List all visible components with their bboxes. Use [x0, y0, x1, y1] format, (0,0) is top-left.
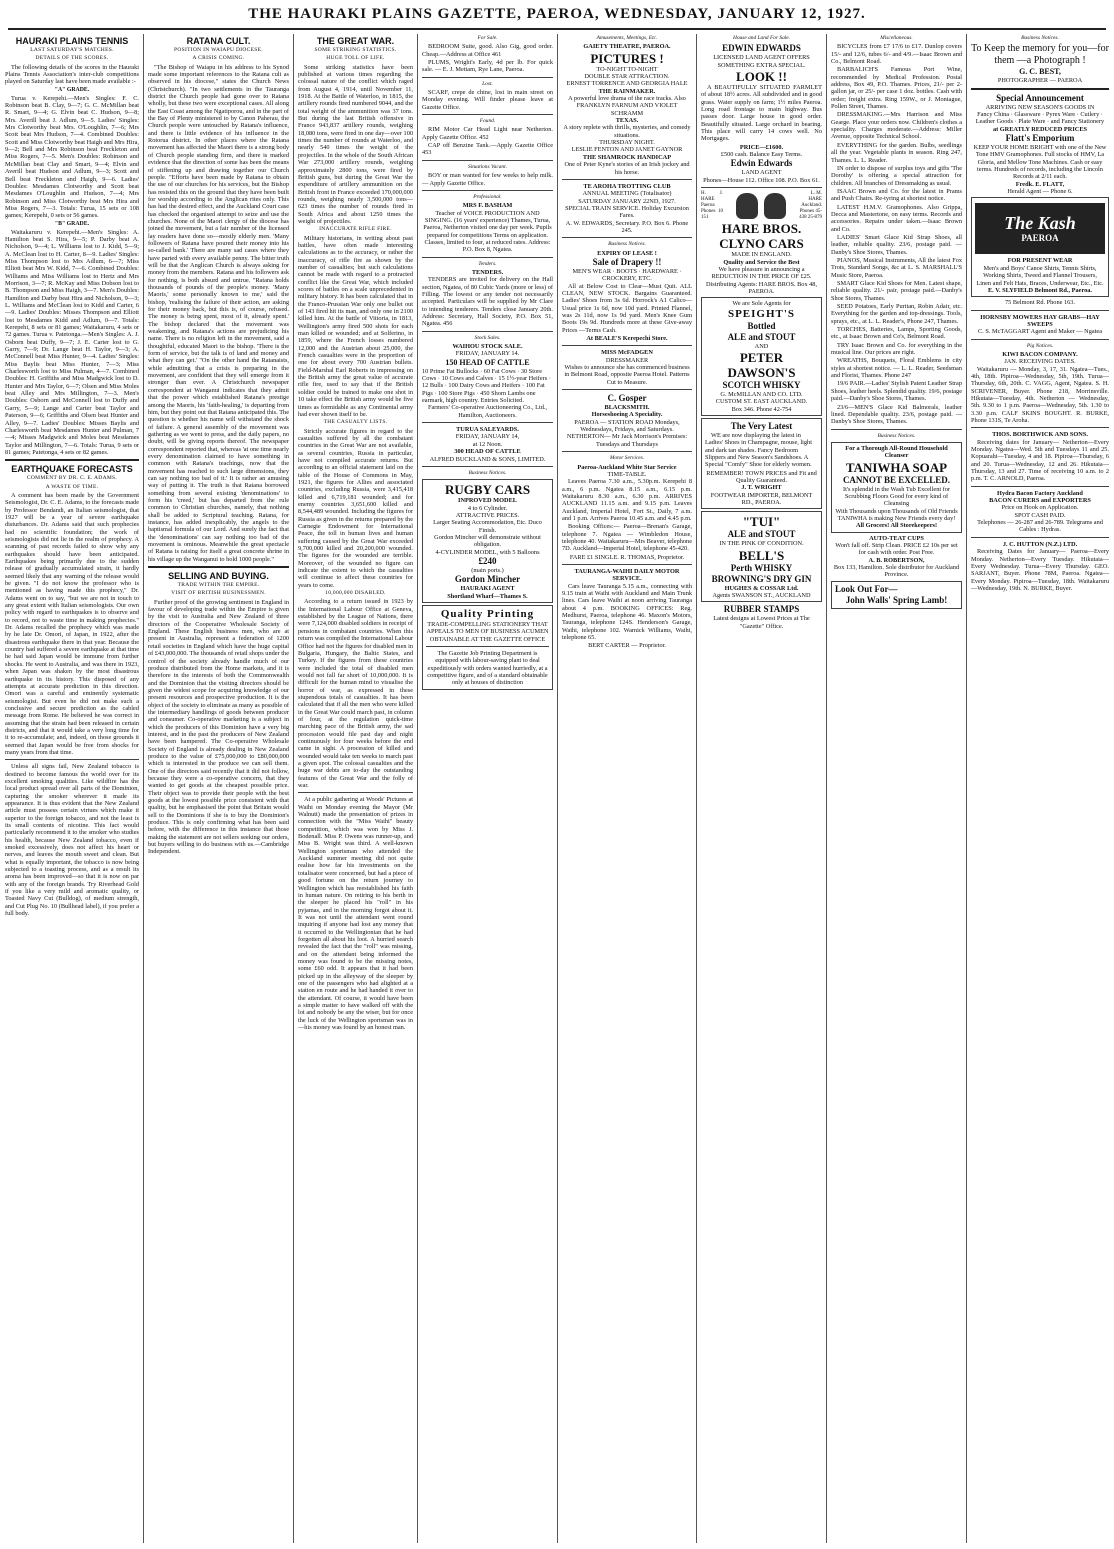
- section-label: House and Land For Sale.: [732, 35, 791, 41]
- section-label: Motor Services.: [609, 455, 645, 462]
- divider: [422, 160, 553, 161]
- ad-heading: HUGHES & COSSAR Ltd.: [724, 584, 799, 592]
- ad-heading: TAURANGA-WAIHI DAILY MOTOR SERVICE.: [574, 567, 680, 583]
- ad-text: CUSTOM ST. EAST AUCKLAND.: [715, 398, 808, 406]
- section-label: For Sale.: [477, 35, 498, 41]
- divider: [422, 257, 553, 258]
- ad-text: FRIDAY, JANUARY 14,: [455, 433, 520, 441]
- ad-heading: 300 HEAD OF CATTLE: [454, 448, 521, 456]
- column-rule: [557, 34, 558, 1543]
- ad-heading: Hydra Bacon Factory Auckland: [997, 489, 1083, 497]
- divider: [422, 422, 553, 423]
- ad-text: DOUBLE STAR ATTRACTION.: [584, 73, 670, 81]
- headline: SELLING AND BUYING.: [168, 571, 269, 582]
- divider: [971, 537, 1109, 538]
- ad-heading: RUGBY CARS: [444, 482, 531, 498]
- article-text: Further proof of the growing sentiment in England in favour of developing trade within the Empire is given by the visit to Australia and New Zealand of three directors of the Cooperative Wholesale Society of England. These English business men, who are at present in Australia, represent a federation of 1200 retail societies in England which have the huge capital of £43,000,000. The thousands of retail shops under the control of the society already handle much of our produce distributed from the Home markets, and it is therefore in the interests of both the Commonwealth and the Dominion that the visiting directors should be given the widest scope for acquiring knowledge of our present resources and prospective production. It is the object of the society to eliminate as many as possible of the intermediary handlings of goods between producer and consumer. Co-operative marketing is a subject in which the producers of this Dominion have a very big interest, and in the past the producers of New Zealand have been hampered. The Co-operative Wholesale Society of England is already dealing in New Zealand produce to the value of £75,000,000 to £80,000,000 which is interested in the produce we can sell them. One of the directors said recently that it did not follow, because they were a co-operative concern, that they wanted to get goods at the cheapest possible price. Their object was to provide their people with the best goods at the lowest possible price consistent with that quality, but he emphasised the point that Britain would sell to the Dominions if she is to buy the Dominion's produce. This is only confirming what has been said before, with the difference in this instance that those making the statement are not sellers seeking our orders, but buyers willing to do business with us.—Cambridge Independent.: [148, 598, 289, 856]
- hare-logo-row: [701, 191, 822, 221]
- subhead: VISIT OF BRITISH BUSINESSMEN.: [171, 590, 266, 597]
- column-ratana: [148, 34, 289, 1543]
- ad-text: Receiving dates for January— Netherton—Every Monday. Ngatea—Wed. 5th and Tuesdays 11 and 25. Kopuarahi—Tuesday, 4 and 18. Pipiroa—Thursday, 6 and 20. Turua—Wednesday, 12 and 26. Hikutaia—Thursday, 13 and 27. Time of receiving 10 a.m. to 2 p.m. T. C. ARNOLD, Paeroa.: [971, 438, 1109, 483]
- article-text: Military historians, in writing about past battles, have often made interesting calculations as to the accuracy, or rather the inaccuracy, of rifle fire as shown by the number of casualties; but such calculations cannot be made with regard to a protracted conflict like the Great War, which included scores of battles on a scale unprecedented in military history. It has been calculated that in the Franco-Prussian War only one bullet out of 143 fired hit its man, and only one in 2100 killed him. At the battle of Vittoria, in 1813, Wellington's army fired 500 shots for each man killed or wounded; and at Solferino, in 1859, where the French losses numbered 12,000 and the Austrian about 25,000, the French casualties were in the proportion of one for about every 700 Austrian bullets. Field-Marshal Earl Roberts in impressing on the British army the great value of accurate rifle fire, used to say that if the British soldier could be trained to make one shot in 10 take effect the British army would be five times as formidable as any Continental army had ever shown itself to be.: [298, 234, 413, 418]
- article-text: Turua v. Kerepehi.—Men's Singles: F. C. Robinson beat B. Clay, 9—7; G. C. McMillan beat R. Smart, 9—4; G. Elvin beat C. Hudson, 9—8; Mrs. Averill beat J. Adlum, 9—5. Ladies' Singles: Mrs Clotworthy beat Mrs. O'Loughlin, 7—6; Mrs Scott beat Mrs Hudson, 7—4. Combined Doubles: Scott and Miss Clotworthy beat Haigh and Mrs Hira, 9—2; Bell and Mrs Robinson beat Freckleton and Miss Rogers, 7—5. Men's Doubles: Robinson and McMillan beat Clay and Smart, 9—4; Elvin and Averill beat Hudson and Adlum, 9—3; Scott and Bell beat Freckleton and Haigh, 9—6. Ladies' Doubles: Mesdames Clotworthy and Scott beat Mesdames O'Loughlin and Hudson, 7—4; Mrs Robinson and Miss Clotworthy beat Mrs Hira and Miss Rogers, 7—3. Totals: Turua, 15 sets or 108 games; Kerepehi, 0 sets or 56 games.: [5, 94, 139, 220]
- ad-text: ERNEST TORRENCE AND GEORGIA HALE: [566, 80, 688, 88]
- ad-text: A story replete with thrills, mysteries, and comedy situations.: [563, 124, 691, 139]
- ad-heading: A. B. ROBERTSON,: [868, 556, 925, 564]
- classified-ad: TRY Isaac Brown and Co. for everything in the musical line. Our prices are right.: [831, 341, 962, 357]
- ad-heading: Edwin Edwards: [730, 158, 793, 169]
- ad-text: FRIDAY, JANUARY 14.: [455, 350, 520, 358]
- ad-heading: SPEIGHT'S: [727, 307, 796, 320]
- ad-text: BERT CARTER — Proprietor.: [588, 642, 666, 650]
- section-label: Business Notices.: [468, 469, 507, 476]
- classified-ad: TORCHES, Batteries, Lamps, Sporting Goods, etc., at Isaac Brown and Co's, Belmont Road.: [831, 326, 962, 341]
- section-label: Professional.: [473, 193, 502, 200]
- column-rule: [696, 34, 697, 1543]
- ad-price: PRICE—£1600.: [739, 143, 784, 151]
- ad-text: 10 Prime Fat Bullocks · 60 Fat Cows · 30 Store Cows · 10 Cows and Calves · 15 1½-year Heifers · 12 Bulls · 100 Dairy Cows and Heifers · 100 Fat Pigs · 100 Store Pigs · 450 Shorn Lambs one earmark, high country. Entries Solicited.: [422, 367, 551, 405]
- ad-heading: TENDERS.: [471, 268, 504, 276]
- article-text: Waitakaruru v. Kerepehi.—Men's Singles: A. Hamilton beat S. Hira, 9—5; P. Darby beat A. Nicholson, 9—4; L. Williams lost to J. Kidd, 5—9; A. McClean lost to H. Carter, 8—9. Ladies' Singles: Miss Thompson lost to Mrs Adlum, 6—7; Miss Elliott beat Mrs W. Kidd, 7—6. Combined Doubles: Williams and Miss Williams lost to Hertz and Mrs Morrison, 3—7; R. McKay and Miss Dobson lost to B. Thompson and Miss Haigh, 3—7. Men's Doubles: Hamilton and Darby beat Hira and Nicholson, 9—3; L. Williams and McClean lost to Kidd and Carter, 6—9. Ladies' Doubles: Misses Thompson and Elliott lost to Mesdames Kidd and Adlum, 0—7. Totals: Kerepehi, 8 sets or 81 games; Waitakaruru, 4 sets or 72 games. Turua v. Patetonga.—Men's Singles: A. J. Osborn beat Duffy, 9—7; J. E. Carter lost to G. Garry, 7—9; Dr. Lange beat H. Taylor, 9—3; A. McConnell beat Miss Hunter, 9—4. Ladies' Singles: Miss Baylis beat Miss Hunter, 7—3; Miss Charlesworth lost to Miss Pulman, 4—7. Combined Doubles: H. Griffiths and Miss Madgwick lost to D. Hunter and Mrs Taylor, 6—7; Olsen and Miss Moles beat Alley and Mrs Millington, 7—3. Men's Doubles: Osborn and McConnell lost to Duffy and Garry, 5—9; Lange and Carter beat Taylor and Paterson, 9—6; Griffiths and Olsen beat Hunter and Alley, 9—7. Ladies' Doubles: Misses Baylis and Charlesworth beat Mesdames Hunter and Pulman, 7—4; Misses Madgwick and Moles beat Mesdames Taylor and Millington, 7—6. Totals: Turua, 9 sets or 81 games; Patetonga, 4 sets or 82 games.: [5, 228, 139, 456]
- headline: EARTHQUAKE FORECASTS: [11, 464, 133, 475]
- column-tennis: [5, 34, 139, 1543]
- ad-heading: THE RAINMAKER.: [598, 87, 656, 95]
- divider: [298, 792, 413, 793]
- ad-heading: At BEALE'S Kerepechi Store.: [586, 335, 668, 343]
- ad-heading: MISS McFADGEN: [601, 349, 653, 357]
- section-label: Miscellaneous.: [880, 35, 913, 41]
- classified-ad: PLUMS, Wright's Early, 4d per lb. For quick sale. — E. J. Mettam, Rye Lane, Paeroa.: [422, 59, 553, 74]
- ad-heading: Look Out For—: [835, 583, 898, 594]
- column-amusements: [562, 34, 692, 1543]
- column-rule: [826, 34, 827, 1543]
- ad-text: HAURAKI AGENT: [460, 585, 515, 593]
- section-label: Stock Sales.: [474, 334, 501, 341]
- section-label: Situations Vacant.: [468, 163, 507, 170]
- article-text: Unless all signs fail, New Zealand tobacco is destined to become famous the world over for its excellent smoking qualities. Like wildfire has the local product spread over all parts of the Dominion, capturing the smoker wherever it made its appearance. It is thus evident that the New Zealand article must possess certain virtues which make it superior to the foreign tobacco, and not the least is its small contents of nicotine. This fact would particularly recommend it to the smoker who studies his health, because New Zealand tobacco, even if smoked excessively, does not affect his heart or nerves, and leaves the mouth sweet and clean. But what is equally important, the tobacco is now being subjected to a toasting process, and as a result its aroma has been improved—so that it is now on par with any of the foreign brands. Try Riverhead Gold if you like a very mild and aromatic quality, or Toasted Navy Cut (Bulldog), of medium strength, and Cut Plug No. 10 (Bullhead label), if you prefer a full body.: [5, 763, 139, 918]
- ad-heading: EXPIRY OF LEASE !: [597, 249, 657, 257]
- divider: [971, 486, 1109, 487]
- masthead: THE HAURAKI PLAINS GAZETTE, PAEROA, WEDNESDAY, JANUARY 12, 1927.: [248, 6, 866, 22]
- ad-text: Receiving Dates for January— Paeroa—Every Monday. Netherton—Every Tuesday. Hikutaia—Every Wednesday. Turua—Every Thursday. GEO. SARJANT, Buyer. Phone 78M, Paeroa. Ngatea—Every Monday. Pipiroa—Tuesday, 18th. Waitakaruru—Wednesday, 19th. N. BURKE, Buyer.: [971, 548, 1109, 592]
- article-text: Some striking statistics have been published at various times regarding the colossal nature of the conflict which raged from August 4, 1914, until November 11, 1918. At the Battle of Waterloo, in 1815, the artillery rounds fired numbered 9044, and the total weight of the ammunition was 37 tons. But during the last British offensive in France 943,837 artillery rounds, weighing 18,080 tons, were fired in one day—over 100 times the number of rounds at Waterloo, and nearly 540 times the weight of the projectiles. In the whole of the South African War 273,000 artillery rounds, weighing approximately 2800 tons, were fired by British guns, but during the Great War the expenditure of artillery ammunition on the British front in France exceeded 170,000,000 rounds, weighing nearly 3,500,000 tons—623 times the number of rounds fired in South Africa and about 1250 times the weight of projectiles.: [298, 63, 413, 225]
- ad-text: Telephones — 26-287 and 26-789. Telegrams and Cables : Hydras.: [977, 519, 1103, 534]
- ad-heading: LOOK !!: [736, 69, 787, 85]
- classified-ad: DRESSMAKING.—Mrs Harrison and Miss Gearge. Place your orders now. Children's clothes a speciality. Charges moderate.—Address: Miller Avenue, opposite Technical School.: [831, 111, 962, 141]
- article-text: Strictly accurate figures in regard to the casualties suffered by all the combatant countries in the Great War are not available, as several countries, Russia in particular, have not compiled accurate returns. But according to an official statement laid on the table of the House of Commons in May, 1921, the figures for Allies and associated countries, excluding Russia, were 3,415,418 killed and 6,719,181 wounded; and for enemy countries 3,651,600 killed and 8,544,489 wounded. Including the figures for Russia as given in the returns prepared by the Carnegie Endowment for International Peace, the toll in human lives and human suffering caused by the Great War exceeded 9,700,000 killed and 20,200,000 wounded. The figures for the wounded are terrible. Moreover, of the wounded no figure can indicate the extent to which the casualties will continue to affect these countries for years to come.: [298, 427, 413, 589]
- ad-heading: 150 HEAD OF CATTLE: [445, 357, 530, 367]
- rabbits-icon: [736, 193, 786, 219]
- classified-ad: SMART Glace Kid Shoes for Men. Latest shape, reliable quality. 21/- pair, postage paid.—Danby's Shoe Stores, Thames.: [831, 280, 962, 302]
- ad-text: at GREATLY REDUCED PRICES: [992, 125, 1088, 133]
- ad-heading: ALE and STOUT: [727, 529, 796, 540]
- ad-text: Herald Agent — Phone 6.: [1007, 188, 1073, 196]
- ad-text: INPROVED MODEL: [458, 497, 517, 505]
- ad-text: All at Below Cost to Clear—Must Quit. ALL CLEAN, NEW STOCK. Bargains Guaranteed. Ladies' Shoes from 3s 6d. Horrock's A1 Calico—Usual price 1s 6d, now 10d yard. Printed Flannel, was 2s 11d, now 1s 9d yard. Men's Knee Gum Boots 19s 9d. Hundreds more at these Give-away Prices —Terms Cash.: [562, 282, 692, 334]
- column-business-notices: [971, 34, 1109, 1543]
- ad-text: Won't fall off. Strip Clean. PRICE £2 10s per set for cash with order. Post Free.: [835, 541, 958, 557]
- kash-logo: [975, 203, 1105, 254]
- ad-text: E. V. SLYFIELD Belmont Rd., Paeroa.: [987, 286, 1093, 294]
- ad-heading: SCOTCH WHISKY: [722, 379, 801, 390]
- ad-text: Shortland Wharf—Thames S.: [447, 592, 528, 600]
- rugby-cars-ad: [422, 479, 553, 603]
- ad-text: 4-CYLINDER MODEL, with 5 Balloons: [435, 548, 540, 556]
- taniwha-soap-ad: [831, 442, 962, 533]
- classified-ad: 19/6 PAIR.—Ladies' Stylish Patent Leather Strap Shoes, leather heels. Splendid quality. 19/6, postage paid.—Danby's Shoe Stores, Thames.: [831, 380, 962, 403]
- divider: [971, 339, 1109, 340]
- classified-ad: BOY or man wanted for few weeks to help milk. — Apply Gazette Office.: [422, 172, 553, 187]
- ad-text: Horseshoeing A Speciality.: [591, 411, 663, 419]
- classified-ad: ISAAC Brown and Co. for the latest in Prams and Push Chairs. Re-tyring at shortest notice.: [831, 187, 962, 203]
- very-latest-ad: [701, 418, 822, 509]
- ad-heading: G. C. BEST,: [1019, 67, 1061, 77]
- ad-text: ARRIVING NEW SEASON'S GOODS IN: [985, 103, 1095, 111]
- ad-heading: MRS F. BASHAM: [462, 202, 513, 210]
- ad-text: C. S. McTAGGART Agent and Maker — Ngatea: [977, 328, 1103, 336]
- section-label: Pig Notices.: [1026, 342, 1054, 349]
- ad-text: Agents SWANSON ST., AUCKLAND: [712, 592, 811, 600]
- column-miscellaneous: [831, 34, 962, 1543]
- section-label: Tenders.: [478, 260, 497, 267]
- divider: [562, 451, 692, 452]
- ad-text: MEN'S WEAR · BOOTS · HARDWARE · CROCKERY, ETC.: [572, 267, 682, 283]
- column-rule: [417, 34, 418, 1543]
- ad-heading: KIWI BACON COMPANY.: [1002, 350, 1078, 358]
- ad-text: Wishes to announce she has commenced business in Belmont Road, opposite Paeroa Hotel. Patterns Cut to Measure.: [564, 364, 690, 386]
- ad-text: REMEMBER! TOWN PRICES and Fit and Quality Guaranteed.: [706, 469, 817, 484]
- ad-heading: HORNSBY MOWERS HAY GRABS—HAY SWEEPS: [980, 313, 1100, 328]
- classified-ad: BARBALICH'S Famous Port Wine, recommended by Medical Profession. Postal address, Box 49, P.O. Thames. Prices, 21/- per 2-gallon jar, or 25/- per case 1 doz. bottles. Cash with order; freight extra. Ring 159W., or J. Montague, Pollen Street, Thames.: [831, 66, 962, 111]
- subhead: INACCURATE RIFLE FIRE.: [319, 226, 392, 233]
- ad-text: TRADE-COMPELLING STATIONERY THAT APPEALS TO MEN OF BUSINESS ACUMEN OBTAINABLE AT THE GAZETTE OFFICE: [426, 620, 549, 643]
- ad-text: (main ports.): [471, 566, 504, 574]
- section-label: Found.: [479, 118, 496, 125]
- ad-heading: The Kash: [1004, 213, 1076, 234]
- classified-ad: WREATHS, Bouquets, Floral Emblems in city styles at shortest notice. — L. L. Reader, Seedsman and Florist, Thames. Phone 247: [831, 357, 962, 380]
- rabbit-icon: [764, 193, 786, 219]
- ad-text: LESLIE FENTON AND JANET GAYNOR: [571, 146, 683, 154]
- ad-text: FOOTWEAR IMPORTER, BELMONT RD., PAEROA.: [710, 491, 813, 507]
- ad-text: TENDERS are invited for delivery on the Hall section, Ngatea, of 80 Cubic Yards (more or less) of Filling. The lowest or any tender not necessarily accepted. Particulars will be supplied by Mr Clare to intending tenderers. Tenders close January 20th. Address: Secretary, Hall Society, P.O. Box 51, Ngatea. 456: [422, 276, 553, 328]
- ad-text: One of Peter Kyne's stories of an Irish jockey and his horse.: [564, 161, 690, 176]
- ad-heading: J. T. WRIGHT: [741, 484, 782, 492]
- ad-text: ATTRACTIVE PRICES.: [455, 511, 520, 519]
- divider: [701, 187, 822, 188]
- ad-heading: The Very Latest: [730, 420, 793, 431]
- divider: [971, 88, 1109, 90]
- ad-text: TIME-TABLE.: [607, 470, 647, 478]
- ad-text: A. W. EDWARDS, Secretary. P.O. Box 6. Phone 245.: [565, 219, 689, 234]
- ad-text: 75 Belmont Rd. Phone 163.: [1005, 299, 1075, 307]
- ad-text: 4 to 6 Cylinder.: [467, 504, 508, 512]
- ad-text: TO-NIGHT TO-NIGHT: [596, 65, 658, 73]
- masthead-rule: [8, 28, 1106, 30]
- divider: [148, 566, 289, 568]
- ad-heading: C. Gosper: [607, 393, 647, 404]
- ad-heading: Special Announcement: [996, 92, 1084, 103]
- subhead: HUGE TOLL OF LIFE.: [326, 55, 385, 62]
- ad-heading: GAIETY THEATRE, PAEROA.: [583, 43, 671, 51]
- ad-heading: John Walls' Spring Lamb!: [845, 594, 948, 605]
- ad-text: H. J. HARE Paeroa Phones 10 151: [701, 191, 723, 221]
- column-rule: [143, 34, 144, 1543]
- divider: [422, 77, 553, 78]
- classified-ad: LATEST H.M.V. Gramophones. Also Grippa, Decca and Mastertone, on easy terms. Records and accessories. Repairs under taken.—Isaac Brown and Co.: [831, 203, 962, 233]
- ad-heading: THE SHAMROCK HANDICAP: [582, 153, 672, 161]
- ad-text: Box 133, Hamilton. Sole distributor for Auckland Province.: [833, 564, 960, 579]
- section-label: Business Notices.: [877, 432, 916, 439]
- subhead: LAST SATURDAY'S MATCHES.: [30, 47, 114, 53]
- ad-text: Booking Offices:— Paeroa—Brenan's Garage, telephone 7. Ngatea — Wimbledon House, telephone 40. Waitakaruru—Mrs Beaver, telephone 7D. Auckland—Imperial Hotel, telephone 45-420.: [562, 523, 692, 553]
- headline: THE GREAT WAR.: [316, 36, 395, 46]
- subhead: A CRISIS COMING.: [192, 55, 245, 62]
- rabbit-icon: [736, 193, 758, 219]
- ad-text: Teacher of VOICE PRODUCTION AND SINGING. (16 years' experience) Thames, Turua, Paeroa, Netherton visited one day per week. Pupils prepared for competitions Terms on application. Classes, limited to four, at reduced rates. Address: P.O. Box 8, Ngatea.: [423, 209, 552, 254]
- john-walls-ad: [831, 581, 962, 609]
- ad-heading: Quality Printing: [440, 607, 535, 620]
- section-label: Lost.: [482, 80, 493, 87]
- ad-text: A BEAUTIFULLY SITUATED FARMLET of about 18½ acres. All subdivided and in good grass. Water supply on farm; 1½ miles Paeroa. Long road frontage to main highway. Bus passes door. Large house in good order. Beautifully situated. Large orchard in bearing. This place will carry 14 cows well. No Mortgages.: [701, 84, 822, 143]
- ad-text: SPOT CASH PAID.: [1014, 511, 1066, 519]
- ad-text: SATURDAY JANUARY 22ND, 1927.: [578, 197, 676, 205]
- divider: [562, 179, 692, 180]
- divider: [5, 459, 139, 461]
- ad-text: Phones—House 112. Office 108. P.O. Box 61.: [703, 176, 820, 184]
- ad-text: L. M. HARE Auckland. Phones 45-438 25-879: [799, 191, 822, 221]
- subhead: POSITION IN WAIAPU DIOCESE.: [174, 47, 263, 53]
- ad-text: Bottled: [747, 320, 776, 331]
- section-label: Business Notices.: [1021, 35, 1059, 41]
- ad-text: IN THE PINK OF CONDITION.: [719, 540, 804, 548]
- divider: [971, 427, 1109, 428]
- ad-heading: EDWIN EDWARDS: [722, 43, 801, 54]
- divider: [5, 759, 139, 760]
- classified-ad: EVERYTHING for the garden. Bulbs, seedlings all the year. Vegetable plants in season. Ring 247, Thames. L. L. Reader.: [831, 141, 962, 164]
- ad-text: AND: [754, 342, 769, 350]
- ad-text: KEEP YOUR HOME BRIGHT with one of the New Tone HMV Gramophones. Full stocks of HMV, La Gloria, and Mellow Tone Machines. Cash or easy terms. Hundreds of records, including the Lincoln Records at 2/11 each.: [973, 144, 1107, 181]
- ad-text: LAND AGENT: [741, 169, 782, 177]
- speights-ad: [701, 297, 822, 416]
- kash-ad: [971, 197, 1109, 297]
- ad-text: Quality and Service the Best: [723, 258, 800, 266]
- ad-text: Distributing Agents: HARE BROS. Box 48, PAEROA.: [705, 280, 818, 295]
- subhead: SOME STRIKING STATISTICS.: [314, 47, 397, 53]
- subhead: TRADE WITHIN THE EMPIRE.: [177, 582, 260, 589]
- subhead: A WASTE OF TIME.: [45, 483, 99, 490]
- ad-text: Farmers' Co-operative Auctioneering Co., Ltd., Hamilton, Auctioneers.: [428, 404, 547, 419]
- ad-text: Men's and Boys' Canoe Shirts, Tennis Shirts, Working Shirts, Tweed and Flannel Trousers, Linen and Felt Hats, Braces, Underwear, Etc., Etc.: [976, 264, 1104, 287]
- ad-text: DRESSMAKER: [605, 356, 649, 364]
- ad-text: With Thousands upon Thousands of Old Friends TANIWHA is making New Friends every day!: [835, 507, 958, 522]
- ad-text: £500 cash. Balance Easy Terms.: [720, 151, 803, 159]
- subhead: COMMENT BY DR. C. E. ADAMS.: [26, 475, 118, 482]
- article-text: "The Bishop of Waiapu in his address to his Synod made some important references to the Ratana cult as observed in his diocese," states the Church News (Christchurch). "In two settlements in the Tauranga district the Church people had gone over to Ratana wholly, but these two were exceptional cases. All along the East Coast among the Ngatiporou, and in the part of the Bay of Plenty ministered to by Canon Paherau, the Church people were untouched by Ratana's influence, and there is little evidence of his influence in the Rotorua district. In other places where the Ratana movement has affected the Maori there is a strong body of Church people standing firm, and there is marked evidence that the direction of some has been the means of stiffening up and drawing together our Church people. "Efforts have been made by Ratana to obtain the use of our churches for his services, but the Bishop has resisted this on the ground that they have been built for worship according to the Anglican rites only. This has had the desired effect, and the Auckland Court case has checked the organised attempt to seize and use the churches. None of the Maori clergy of the diocese has joined the movement, but a fair number of the licensed lay readers have done so—mostly elderly men. 'Many followers of Ratana have poured their money into his so-called bank.' There are many sad cases where they have parted with every available penny. The bitter truth will be that the Anglican Church is always asking for money from the members. Ratana and his followers ask for nothing, is both absurd and untrue. "Ratana holds thousands of pounds of the people's money. 'Many Maoris,' some personally known to me,' said the bishop, 'realising the failure of their action, are asking for their money back, but this is, of course, refused. The money is being spent, most of it, already spent.' The bishop declared that the movement was weakening, and Ratana's actions are prejudicing his name. There is no religion left in the movement, said a thoughtful, educated Maori to the bishop. 'There is the form of service, but the talk is of land and money and what they can get.' "On the other hand the Ratanaists, while admitting that a crisis is preparing in the movement, are confident that they will emerge from it stronger than ever. A Christchurch newspaper correspondent at Wanganui indicates that they admit that the power which established Ratana's prestige among the Maoris, his 'faith-healing,' is departing from him, but they point out that Ratana anticipated this. The question is whether his name will withstand the shock of failure. A general assembly of the movement was gathering as we went to press, and the daily papers, no doubt, will be giving reports thereof. The newspaper correspondent reported that, whereas 'at one time nearly every denomination claimed to have something in common with Ratana's teachings, now that the movement has reached to such large dimensions, they can say nothing too bad of it.' It is rather an amusing way of putting it. The truth is that Ratana borrowed something from several existing 'denominations' to form his 'creed,' but has departed from the rule common to Christian churches, namely, that nothing shall be added to Scriptural teaching. Ratana, for instance, has added inexplicably, the angels to the baptismal formula of our Lord. And surely the fact that the 'denominations' can say nothing too bad of the movement is ominous. Meanwhile the great spectacle of Ratana is raising for itself a great concrete shrine in his village up the Wanganui to hold 1000 people.": [148, 63, 289, 563]
- column-great-war: [298, 34, 413, 1543]
- ad-heading: Fredk. E. FLATT,: [1015, 180, 1065, 188]
- divider: [422, 331, 553, 332]
- ad-text: Larger Seating Accommodation, Etc. Duco Finish.: [433, 519, 542, 534]
- ad-text: All Grocers! All Storekeepers!: [855, 522, 938, 530]
- subhead: "A" GRADE.: [54, 86, 90, 93]
- ad-heading: Gordon Mincher: [454, 574, 521, 585]
- ad-text: G. McMILLAN AND CO. LTD.: [720, 390, 803, 398]
- ad-text: SPECIAL TRAIN SERVICE. Holiday Excursion Fares.: [565, 204, 689, 220]
- article-text: The following details of the scores in the Hauraki Plains Tennis Association's inter-club competitions played on Saturday last have been made available :-: [5, 63, 139, 86]
- ad-text: We have pleasure in announcing a REDUCTION IN THE PRICE OF £25.: [711, 265, 812, 281]
- column-rule: [293, 34, 294, 1543]
- ad-text: WE are now displaying the latest in Ladies' Shoes in Champagne, mouse, light and dark tan shades. Fancy Bedroom Slippers and New Season's Sandshoes. A Special "Comfy" Shoe for elderly women.: [705, 431, 812, 469]
- ad-text: LICENSED LAND AGENT OFFERS SOMETHING EXTRA SPECIAL.: [713, 54, 810, 69]
- subhead: "B" GRADE.: [54, 220, 90, 227]
- ad-text: ALFRED BUCKLAND & SONS, LIMITED.: [429, 455, 546, 463]
- ad-text: Leaves Paeroa 7.30 a.m., 5.30p.m. Kerepehi 8 a.m., 6 p.m. Ngatea 8.15 a.m., 6.15 p.m. Waitakaruru 8.30 a.m., 6.30 p.m. ARRIVES AUCKLAND 11.15 a.m. and 9.15 p.m. Leaves Auckland, Imperial Hotel, Fort St., Daily, 7 a.m. and 1 p.m. Arrives Paeroa 10.45 a.m. and 4.45 p.m.: [562, 478, 692, 522]
- ad-heading: THOS. BORTHWICK AND SONS.: [992, 431, 1088, 439]
- subhead: 10,000,000 DISABLED.: [325, 590, 386, 597]
- subhead: THE CASUALTY LISTS.: [323, 419, 388, 426]
- ad-heading: BELL'S: [738, 547, 785, 563]
- ad-text: Fancy China · Glassware · Pyrex Ware · Cutlery · Leather Goods · Plate Ware · and Fancy Stationery: [975, 111, 1105, 126]
- divider: [422, 190, 553, 191]
- ad-text: FRANKLYN FARNUM AND VIOLET SCHRAMM: [576, 102, 678, 117]
- ad-text: THURSDAY NIGHT.: [599, 139, 655, 147]
- ad-text: Box 346. Phone 42-754: [731, 405, 792, 413]
- classified-ad: SCARF, crepe de chine, lost in main street on Monday evening. Will finder please leave at Gazette Office.: [422, 89, 553, 111]
- quality-printing-ad: [422, 605, 553, 690]
- column-house-land: [701, 34, 822, 1543]
- ad-heading: PICTURES !: [590, 50, 664, 66]
- ad-heading: BACON CURERS and EXPORTERS: [989, 497, 1091, 505]
- tui-ad: [701, 511, 822, 602]
- article-text: At a public gathering at Woods' Pictures at Waihi on Monday evening the Mayor (Mr Walnutt) made the presentation of prizes in connection with the "Miss Waihi" beauty competition, which was won by Miss J. Bodenall. Miss P. Owens was runner-up, and Miss B. Wright was third. A well-known Wellington sportsman who attended the Auckland summer meeting did not quite realise how far his investments on the totalisator were concerned, but had a piece of good fortune on the return journey to Wellington which has reestablished his faith in human nature. On retiring to his berth in the sleeper he placed his "roll" in his pyjamas, and in the morning forgot about it. It was not until the attendant went round inquiring if anyone had lost any money that it occurred to the Wellingtonian that he had forgotten all about his loot. A hurried search revealed the fact that the "roll" was missing, and on the attendant being informed the money was found to be the missing notes, some £60 odd. It appears that it had been picked up in the alleyway of the sleeper by one of the passengers who had alighted at a station en route and he had handed it over to the attendant. Of course, it would have been a simple matter to have walked off with the lot and nobody be any the wiser, but for once the luck of the Wellington sportsman was in—his money was found by an honest man.: [298, 796, 413, 1032]
- ad-text: PAEROA — STATION ROAD Mondays, Wednesdays, Fridays, and Saturdays. NETHERTON— Mr Jack Morrison's Premises: Tuesdays and Thursdays: [566, 418, 688, 448]
- ad-heading: Perth WHISKY: [730, 562, 793, 573]
- classified-ad: SEED Potatoes, Early Puritan, Robin Adair, etc. Everything for the garden and top-dressings. Tools, sprays, etc., at L. L. Reader's, Phone 247, Thames.: [831, 303, 962, 325]
- ad-heading: Paeroa-Auckland White Star Service: [577, 463, 677, 471]
- ad-heading: TURUA SALEYARDS.: [456, 426, 519, 434]
- ad-text: BLACKSMITH.: [604, 404, 650, 412]
- divider: [562, 389, 692, 390]
- ad-text: Gordon Mincher will demonstrate without obligation.: [434, 533, 541, 549]
- ad-text: FARE £1 SINGLE. R. THOMAS, Proprietor.: [569, 553, 685, 561]
- ad-text: Cars leave Tauranga 5.15 a.m., connecting with 9.15 train at Waihi with Auckland and Main Trunk lines. Cars leave Waihi at noon arriving Tauranga about 4 p.m. BOOKING OFFICES: Reg. Medhurst, Paeroa, telephone 46. Maxon's Motors, Tauranga, telephone 124S. Henderson's Garage, Waihi, telephone 102. Warnick Williams, Waihi, telephone 65.: [562, 582, 692, 642]
- ad-text: PHOTOGRAPHER — PAEROA: [997, 77, 1083, 85]
- classified-ad: LADIES' Smart Glace Kid Strap Shoes, all leather, reliable quality. 23/6, postage paid. — Danby's Shoe Stores, Thames.: [831, 233, 962, 256]
- ad-heading: "TUI": [742, 514, 781, 530]
- article-text: According to a return issued in 1923 by the International Labour Office at Geneva, established by the League of Nations, there were 7,124,000 disabled soldiers in receipt of pensions in combatant countries. When this return was compiled the International Labour Office had not the figures for disabled men in Bulgaria, Hungary, the Baltic States, and Turkey. If the figures from these countries were included the total of disabled men would not fall far short of 10,000,000. It is difficult for the human mind to visualise the horror of war, as expressed in these stupendous totals of casualties. It has been calculated that if all the men who were killed in the Great War could march past, in column of four, at the regulation quick-time marching pace of the British army, the sad procession would file past day and night continuously for four weeks before the end came in sight. A procession of killed and wounded would take ten weeks to march past a given spot. The colossal casualties and the huge war debts are to-day the outstanding features of the Great War and the folly of war.: [298, 598, 413, 790]
- ad-heading: TE AROHA TROTTING CLUB: [583, 182, 671, 190]
- classified-ad: CAP off Benzine Tank.—Apply Gazette Office 453: [422, 142, 553, 157]
- divider: [562, 345, 692, 346]
- section-label: Business Notices.: [608, 241, 646, 248]
- ad-text: FOR PRESENT WEAR: [1007, 257, 1073, 265]
- ad-heading: J. C. HUTTON (N.Z.) LTD.: [1002, 540, 1078, 548]
- ad-text: MADE IN ENGLAND.: [731, 251, 792, 259]
- ad-heading: TEXAS.: [615, 117, 639, 125]
- divider: [562, 564, 692, 565]
- ad-text: We are Sole Agents for: [732, 300, 791, 308]
- ad-heading: BROWNING'S DRY GIN: [711, 573, 812, 584]
- ad-text: A powerful love drama of the race tracks. Also: [568, 95, 686, 103]
- ad-price: £240: [478, 555, 497, 566]
- ad-text: It's splendid in the Wash Tub Excellent for Scrubbing Floors Good for every kind of Cleansing: [842, 485, 951, 508]
- ad-text: ANNUAL MEETING (Totalisator): [582, 190, 672, 198]
- divider: [831, 429, 962, 430]
- ad-heading: WAIHOU STOCK SALE.: [452, 343, 523, 351]
- headline: RATANA CULT.: [186, 36, 251, 46]
- ad-heading: PETER DAWSON'S: [727, 349, 796, 380]
- divider: [562, 237, 692, 238]
- ad-heading: To Keep the memory for you—for them —a Photograph !: [971, 43, 1109, 67]
- ad-heading: CANNOT BE EXCELLED.: [842, 474, 951, 485]
- ad-text: Waitakaruru — Monday, 3, 17, 31. Ngatea—Tues., 4th, 18th. Pipiroa—Wednesday, 5th, 19th. Turua—Thursday, 6th, 20th. C. VAGG, Agent, Ngatea. S. H. SCRIVENER, Buyer. Phone 218, Morrinsville. Hikutaia—Tuesday, 4th. Netherton — Wednesday, 5th. 9.30 to 1 p.m. Paeroa—Wednesday, 5th. 1.30 to 3.30 p.m. CALF SKINS BOUGHT. R. BURKE, Phone 131S, Te Aroha.: [971, 365, 1109, 424]
- subhead: DETAILS OF THE SCORES.: [35, 55, 109, 62]
- divider: [971, 310, 1109, 311]
- ad-heading: CLYNO CARS: [719, 236, 804, 252]
- ad-heading: Flatt's Emporium: [1005, 133, 1075, 144]
- divider: [426, 646, 549, 647]
- classified-ad: RIM Motor Car Head Light near Netherton. Apply Gazette Office. 452: [422, 126, 553, 141]
- ad-heading: TANIWHA SOAP: [845, 459, 948, 475]
- ad-text: JAN. RECEIVING DATES.: [1004, 358, 1076, 366]
- ad-heading: HARE BROS.: [721, 221, 802, 237]
- divider: [422, 466, 553, 467]
- classified-ad: 23/6—MEN'S Glace Kid Balmorals, leather lined. Dependable quality. 23/6, postage paid. — Danby's Shoe Stores, Thames.: [831, 403, 962, 426]
- ad-heading: AUTO-TEAT CUPS: [869, 534, 924, 542]
- headline: HAURAKI PLAINS TENNIS: [15, 36, 129, 46]
- ad-heading: Sale of Drapery !!: [592, 256, 662, 267]
- ad-text: For a Thorough All-Round Household Cleanser: [845, 444, 948, 460]
- section-label: Amusements, Meetings, Etc.: [596, 35, 658, 41]
- ad-heading: ALE and STOUT: [727, 331, 796, 342]
- column-classifieds: [422, 34, 553, 1543]
- divider: [422, 114, 553, 115]
- ad-text: Latest designs at Lowest Prices at The "Gazette" Office.: [713, 615, 810, 630]
- classified-ad: BEDROOM Suite, good. Also Gig, good order. Cheap.—Address at Office 461: [422, 43, 553, 58]
- ad-text: at 12 Noon.: [472, 440, 503, 448]
- classified-ad: IN order to dispose of surplus toys and gifts 'The Dorothy' is offering a special attraction for children. All branches of Dressmaking as usual.: [831, 164, 962, 187]
- ad-heading: PAEROA: [1021, 233, 1059, 244]
- classified-ad: PIANOS, Musical Instruments, All the latest Fox Trots, Standard Songs, &c at L. S. MARSHALL'S Music Store, Paeroa.: [831, 256, 962, 279]
- column-rule: [966, 34, 967, 1543]
- classified-ad: BICYCLES from £7 17/6 to £17. Dunlop covers 15/- and 12/6, tubes 6/- and 4/9.—Isaac Brown and Co., Belmont Road.: [831, 43, 962, 66]
- ad-text: Price on Hook on Application.: [1001, 504, 1079, 512]
- ad-text: The Gazette Job Printing Department is equipped with labour-saving plant to deal expeditiously with orders wanted hurriedly, at a competitive figure, and of a standard obtainable only at houses of distinction: [427, 650, 548, 687]
- article-text: A comment has been made by the Government Seismologist, Dr. C. E. Adams, to the forecasts made by Professor Bendandi, an Italian seismologist, that 1927 will be a year of severe earthquake disturbances. Dr. Adams said that such prophecies had no scientific foundation; the work of seismologists did not lie in the realm of prophecy. A scanning of past records failed to show why any earthquakes should have been anticipated. Earthquakes being primarily due to the sudden release of gradually accumulated strain, it hardly seemed likely that any warning of the release would be given. "I do not know the professor who is mentioned as having made this prophecy," Dr. Adams went on to say, "but we are not in touch to any great extent with Italian seismologists. Our own policy with regard to earthquakes is to observe and to record, not to waste time in making prophecies." Dr. Adams recalled the prophecy which was made by he late Dr. Omori, of Japan, in 1922, after the disastrous earthquake there in that year. Because the country had suffered a severe earthquake at that time he had said Japan would be immune from further shocks. He went to Australia, and was there in 1923, when Japan was shaken by the most disastrous earthquake in its history. This disposed of any attempts at accurate prediction in this direction. Omori was a careful and eminently systematic seismologist. But even he did not make such a conclusive and secure prediction as the cabled message from Rome. He believed he was correct in assuming that the strain had been released in certain districts, and that it would take a very long time for it to re-accumulate; and, indeed, on those grounds it seemed that Japan would be free from shocks for many years from that time.: [5, 491, 139, 756]
- ad-heading: RUBBER STAMPS: [723, 604, 800, 615]
